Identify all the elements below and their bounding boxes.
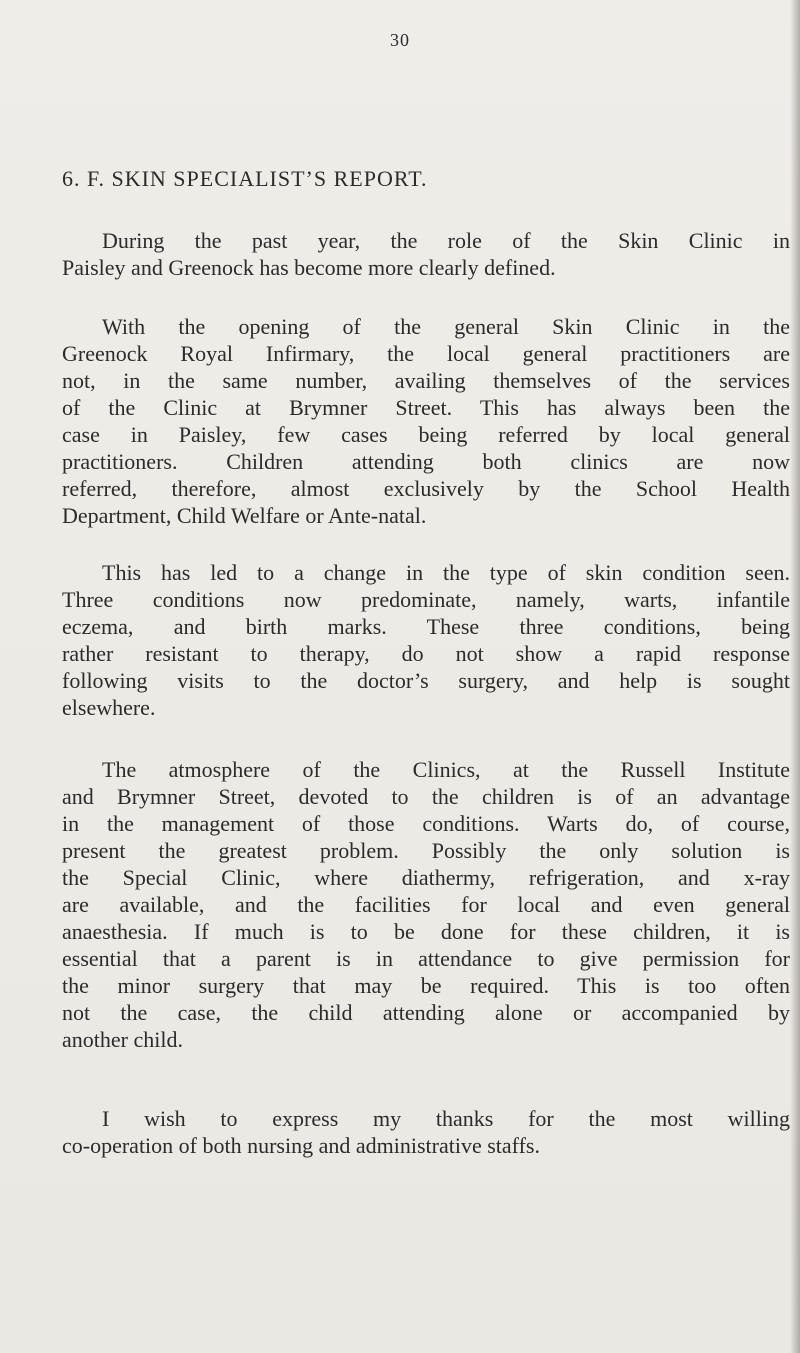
text-line: The atmosphere of the Clinics, at the Russell Institute bbox=[102, 757, 790, 782]
report-heading: 6. F. SKIN SPECIALIST’S REPORT. bbox=[62, 166, 428, 191]
text-line: are available, and the facilities for local and even general bbox=[62, 892, 790, 917]
text-line: in the management of those conditions. Warts do, of course, bbox=[62, 811, 790, 836]
text-line: practitioners. Children attending both clinics are now bbox=[62, 449, 790, 474]
paragraph-skin-conditions bbox=[62, 559, 790, 721]
paragraph-role-of-clinic bbox=[62, 227, 790, 281]
text-line: During the past year, the role of the Skin Clinic in bbox=[102, 228, 790, 253]
text-line: referred, therefore, almost exclusively by the School Health bbox=[62, 476, 790, 501]
text-line: anaesthesia. If much is to be done for these children, it is bbox=[62, 919, 790, 944]
text-line: With the opening of the general Skin Clinic in the bbox=[102, 314, 790, 339]
text-line: I wish to express my thanks for the most willing bbox=[102, 1106, 790, 1131]
text-line: the Special Clinic, where diathermy, refrigeration, and x-ray bbox=[62, 865, 790, 890]
text-line: not, in the same number, availing themselves of the services bbox=[62, 368, 790, 393]
text-line: and Brymner Street, devoted to the children is of an advantage bbox=[62, 784, 790, 809]
text-line: Department, Child Welfare or Ante-natal. bbox=[62, 503, 427, 528]
text-line: elsewhere. bbox=[62, 695, 156, 720]
text-line: the minor surgery that may be required. This is too often bbox=[62, 973, 790, 998]
text-line: not the case, the child attending alone or accompanied by bbox=[62, 1000, 790, 1025]
text-line: following visits to the doctor’s surgery, and help is sought bbox=[62, 668, 790, 693]
text-line: another child. bbox=[62, 1027, 183, 1052]
text-line: essential that a parent is in attendance to give permission for bbox=[62, 946, 790, 971]
text-line: present the greatest problem. Possibly the only solution is bbox=[62, 838, 790, 863]
page-edge-shadow bbox=[790, 0, 800, 1353]
paragraph-thanks bbox=[62, 1105, 790, 1159]
text-line: case in Paisley, few cases being referred by local general bbox=[62, 422, 790, 447]
text-line: co-operation of both nursing and administrative staffs. bbox=[62, 1133, 540, 1158]
paragraph-greenock-infirmary bbox=[62, 313, 790, 529]
text-line: Greenock Royal Infirmary, the local general practitioners are bbox=[62, 341, 790, 366]
text-line: This has led to a change in the type of skin condition seen. bbox=[102, 560, 790, 585]
text-line: Paisley and Greenock has become more clearly defined. bbox=[62, 255, 556, 280]
text-line: Three conditions now predominate, namely, warts, infantile bbox=[62, 587, 790, 612]
text-line: eczema, and birth marks. These three conditions, being bbox=[62, 614, 790, 639]
paragraph-clinic-atmosphere bbox=[62, 756, 790, 1053]
text-line: of the Clinic at Brymner Street. This has always been the bbox=[62, 395, 790, 420]
page-number: 30 bbox=[390, 30, 410, 50]
text-line: rather resistant to therapy, do not show a rapid response bbox=[62, 641, 790, 666]
